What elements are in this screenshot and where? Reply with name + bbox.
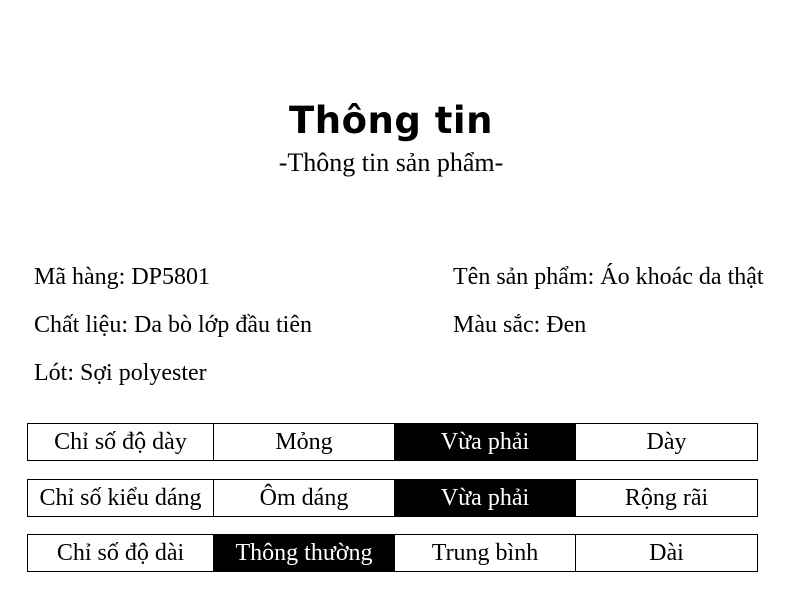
fit-option-regular-selected: Vừa phải bbox=[395, 480, 576, 517]
product-lining: Lót: Sợi polyester bbox=[34, 360, 207, 386]
thickness-option-thick: Dày bbox=[576, 424, 758, 461]
length-index-label: Chỉ số độ dài bbox=[28, 535, 214, 572]
fit-option-loose: Rộng rãi bbox=[576, 480, 758, 517]
thickness-index-table bbox=[27, 423, 758, 461]
fit-index-row bbox=[28, 480, 758, 517]
product-color: Màu sắc: Đen bbox=[453, 312, 587, 338]
thickness-option-medium-selected: Vừa phải bbox=[395, 424, 576, 461]
product-code: Mã hàng: DP5801 bbox=[34, 264, 210, 290]
fit-index-table bbox=[27, 479, 758, 517]
page-subtitle: -Thông tin sản phẩm- bbox=[278, 148, 504, 177]
fit-option-slim: Ôm dáng bbox=[214, 480, 395, 517]
product-material: Chất liệu: Da bò lớp đầu tiên bbox=[34, 312, 312, 338]
thickness-index-label: Chỉ số độ dày bbox=[28, 424, 214, 461]
fit-index-label: Chỉ số kiểu dáng bbox=[28, 480, 214, 517]
length-option-long: Dài bbox=[576, 535, 758, 572]
product-name: Tên sản phẩm: Áo khoác da thật bbox=[453, 264, 764, 290]
page-title: Thông tin bbox=[289, 99, 493, 142]
length-option-medium: Trung bình bbox=[395, 535, 576, 572]
thickness-index-row bbox=[28, 424, 758, 461]
length-index-table bbox=[27, 534, 758, 572]
length-index-row bbox=[28, 535, 758, 572]
length-option-normal-selected: Thông thường bbox=[214, 535, 395, 572]
thickness-option-thin: Mỏng bbox=[214, 424, 395, 461]
